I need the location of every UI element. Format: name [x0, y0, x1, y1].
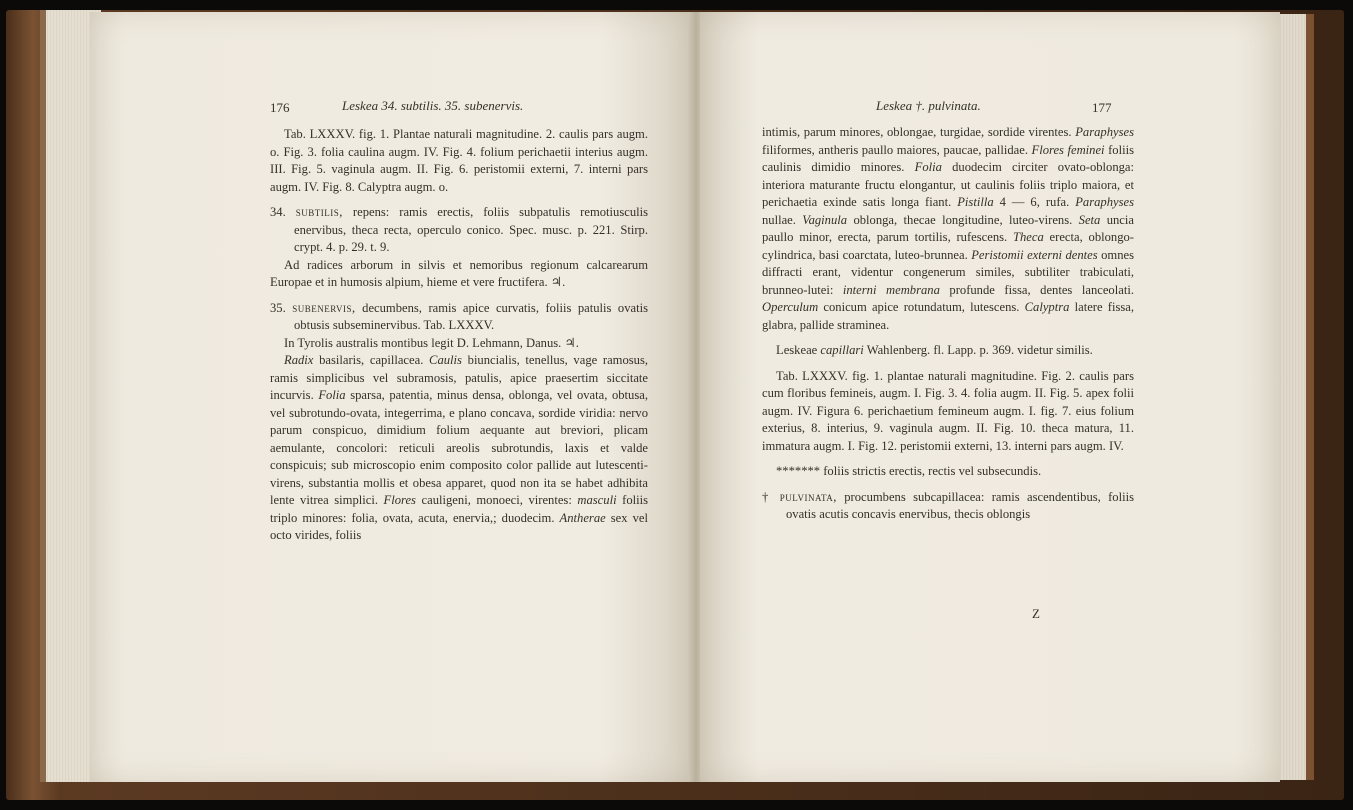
tab-caption-left: Tab. LXXXV. fig. 1. Plantae naturali magnitudine. 2. caulis pars augm. o. Fig. 3. folia caulina augm. IV. Fig. 4. folium perichaetii interius augm. III. Fig. 5. vaginula augm. II. Fig. 6. peristomii externi, 7. interni pars augm. IV. Fig. 8. Calyptra augm. o.	[270, 127, 648, 194]
right-page-edges	[1276, 14, 1314, 780]
section-heading: ******* foliis strictis erectis, rectis vel subsecundis.	[776, 464, 1042, 478]
species-34-habitat: Ad radices arborum in silvis et nemoribus regionum calcarearum Europae et in humosis alpium, hieme et vere fructifera. ♃.	[270, 257, 648, 289]
species-35-diagnosis: decumbens, ramis apice curvatis, foliis patulis ovatis obtusis subseminervibus. Tab. LXXXV.	[294, 300, 648, 332]
species-35-habitat: In Tyrolis australis montibus legit D. Lehmann, Danus. ♃.	[284, 335, 579, 350]
desc-interni: profunde fissa, dentes lanceolati.	[949, 282, 1134, 297]
label-theca: Theca	[1012, 230, 1044, 244]
label-folia-fem: Folia	[914, 160, 942, 174]
desc-folia: sparsa, patentia, minus densa, oblonga, vel ovata, obtusa, vel subrotundo-ovata, integerrima, e plano concava, sordide viridia: nervo parum conspicuo, dimidium folium aequante aut breviori, plicam aemulante, concolori: reticuli areolis subrotundis, laxis et valde conspicuis; sub microscopio enim composito color pallide aut lutescenti-virens, substantia mollis et obesa apparet, quod non ita se habet adhibita lente vitrea simplici.	[270, 388, 648, 507]
note-capillari: capillari	[820, 343, 864, 357]
species-35-name: subenervis,	[292, 300, 356, 315]
desc-antherae-cont: intimis, parum minores, oblongae, turgidae, sordide virentes.	[762, 125, 1072, 139]
species-35-description	[270, 352, 648, 545]
desc-vaginula: oblonga, thecae longitudine, luteo-virens.	[853, 212, 1073, 227]
species-34-number: 34.	[270, 205, 286, 219]
species-35-entry	[270, 300, 648, 335]
comparison-note	[762, 342, 1134, 360]
species-34-entry	[270, 204, 648, 257]
species-pulvinata-entry	[762, 489, 1134, 524]
label-flores: Flores	[383, 493, 416, 507]
left-text-block	[270, 126, 648, 545]
label-operculum: Operculum	[762, 300, 819, 314]
desc-antherae: sex vel octo virides, foliis	[270, 510, 648, 542]
species-34-name: subtilis,	[295, 205, 343, 219]
desc-seta: uncia paullo minor, erecta, parum tortilis, rufescens.	[762, 212, 1134, 244]
label-vaginula: Vaginula	[802, 212, 848, 227]
desc-flores: cauligeni, monoeci, virentes:	[421, 493, 572, 507]
species-34-diagnosis: repens: ramis erectis, foliis subpatulis remotiusculis enervibus, theca recta, operculo conico. Spec. musc. p. 221. Stirp. crypt. 4. p. 29. t. 9.	[294, 205, 649, 254]
tab-caption-right: Tab. LXXXV. fig. 1. plantae naturali magnitudine. Fig. 2. caulis pars cum floribus femineis, augm. I. Fig. 3. 4. folia augm. II. Fig. 5. apex folii augm. IV. Figura 6. perichaetium femineum augm. I. fig. 7. eius folium exterius, 8. interius, 9. vaginula augm. II. Fig. 10. theca matura, 11. immatura augm. I. Fig. 12. peristomii externi, 13. interni pars augm. IV.	[762, 368, 1134, 453]
desc-peristomii: omnes diffracti erant, videntur congenerum similes, subtiliter trabiculati, brunneo-lutei:	[762, 247, 1134, 297]
label-flores-feminei: Flores feminei	[1031, 142, 1105, 157]
desc-theca: erecta, oblongo-cylindrica, basi coarctata, luteo-brunnea.	[762, 230, 1134, 262]
label-masculi: masculi	[577, 493, 617, 507]
label-paraphyses-2: Paraphyses	[1075, 195, 1134, 209]
label-caulis: Caulis	[429, 353, 462, 367]
label-antherae: Antherae	[559, 510, 606, 525]
page-number-right: 177	[1092, 100, 1112, 115]
desc-pistilla: 4 — 6, rufa.	[999, 195, 1070, 209]
left-page	[90, 12, 690, 782]
dagger-mark: †	[762, 489, 773, 504]
label-calyptra: Calyptra	[1024, 300, 1070, 314]
desc-caulis: biuncialis, tenellus, vage ramosus, ramis simplicibus vel subramosis, patulis, apice praesertim siccitate incurvis.	[270, 353, 649, 402]
desc-paraphyses-2: nullae.	[762, 212, 796, 227]
label-seta: Seta	[1078, 212, 1101, 227]
signature-mark: Z	[1032, 606, 1040, 621]
running-header-right: Leskea †. pulvinata.	[876, 98, 981, 113]
desc-calyptra: latere fissa, glabra, pallide straminea.	[762, 300, 1135, 332]
label-peristomii: Peristomii externi dentes	[971, 247, 1098, 262]
right-text-block	[762, 124, 1134, 524]
description-continued	[762, 124, 1134, 334]
label-radix: Radix	[284, 353, 314, 367]
label-folia: Folia	[318, 388, 346, 402]
note-leskeae: Leskeae	[776, 343, 818, 357]
right-page	[700, 12, 1280, 782]
desc-flores-feminei: foliis caulinis dimidio minores.	[762, 142, 1134, 174]
note-reference: Wahlenberg. fl. Lapp. p. 369. videtur similis.	[866, 343, 1093, 357]
desc-operculum: conicum apice rotundatum, lutescens.	[823, 300, 1020, 314]
running-header-left: Leskea 34. subtilis. 35. subenervis.	[342, 98, 524, 113]
desc-folia-fem: duodecim circiter ovato-oblonga: interiora maturante fructu elongantur, ut caulinis foliis triplo maiora, et perichaetia exinde satis longa fiant.	[762, 160, 1135, 209]
species-pulvinata-name: pulvinata,	[779, 489, 837, 504]
species-pulvinata-diagnosis: procumbens subcapillacea: ramis ascendentibus, foliis ovatis acutis concavis enervibus, thecis oblongis	[786, 489, 1134, 521]
species-35-number: 35.	[270, 300, 286, 315]
desc-paraphyses: filiformes, antheris paullo maiores, paucae, pallidae.	[762, 142, 1028, 157]
label-paraphyses: Paraphyses	[1075, 125, 1134, 139]
page-number-left: 176	[270, 100, 290, 115]
desc-masculi: foliis triplo minores: folia, ovata, acuta, enervia,; duodecim.	[270, 493, 649, 525]
label-pistilla: Pistilla	[957, 195, 994, 209]
desc-radix: basilaris, capillacea.	[319, 353, 424, 367]
label-interni: interni membrana	[842, 282, 940, 297]
